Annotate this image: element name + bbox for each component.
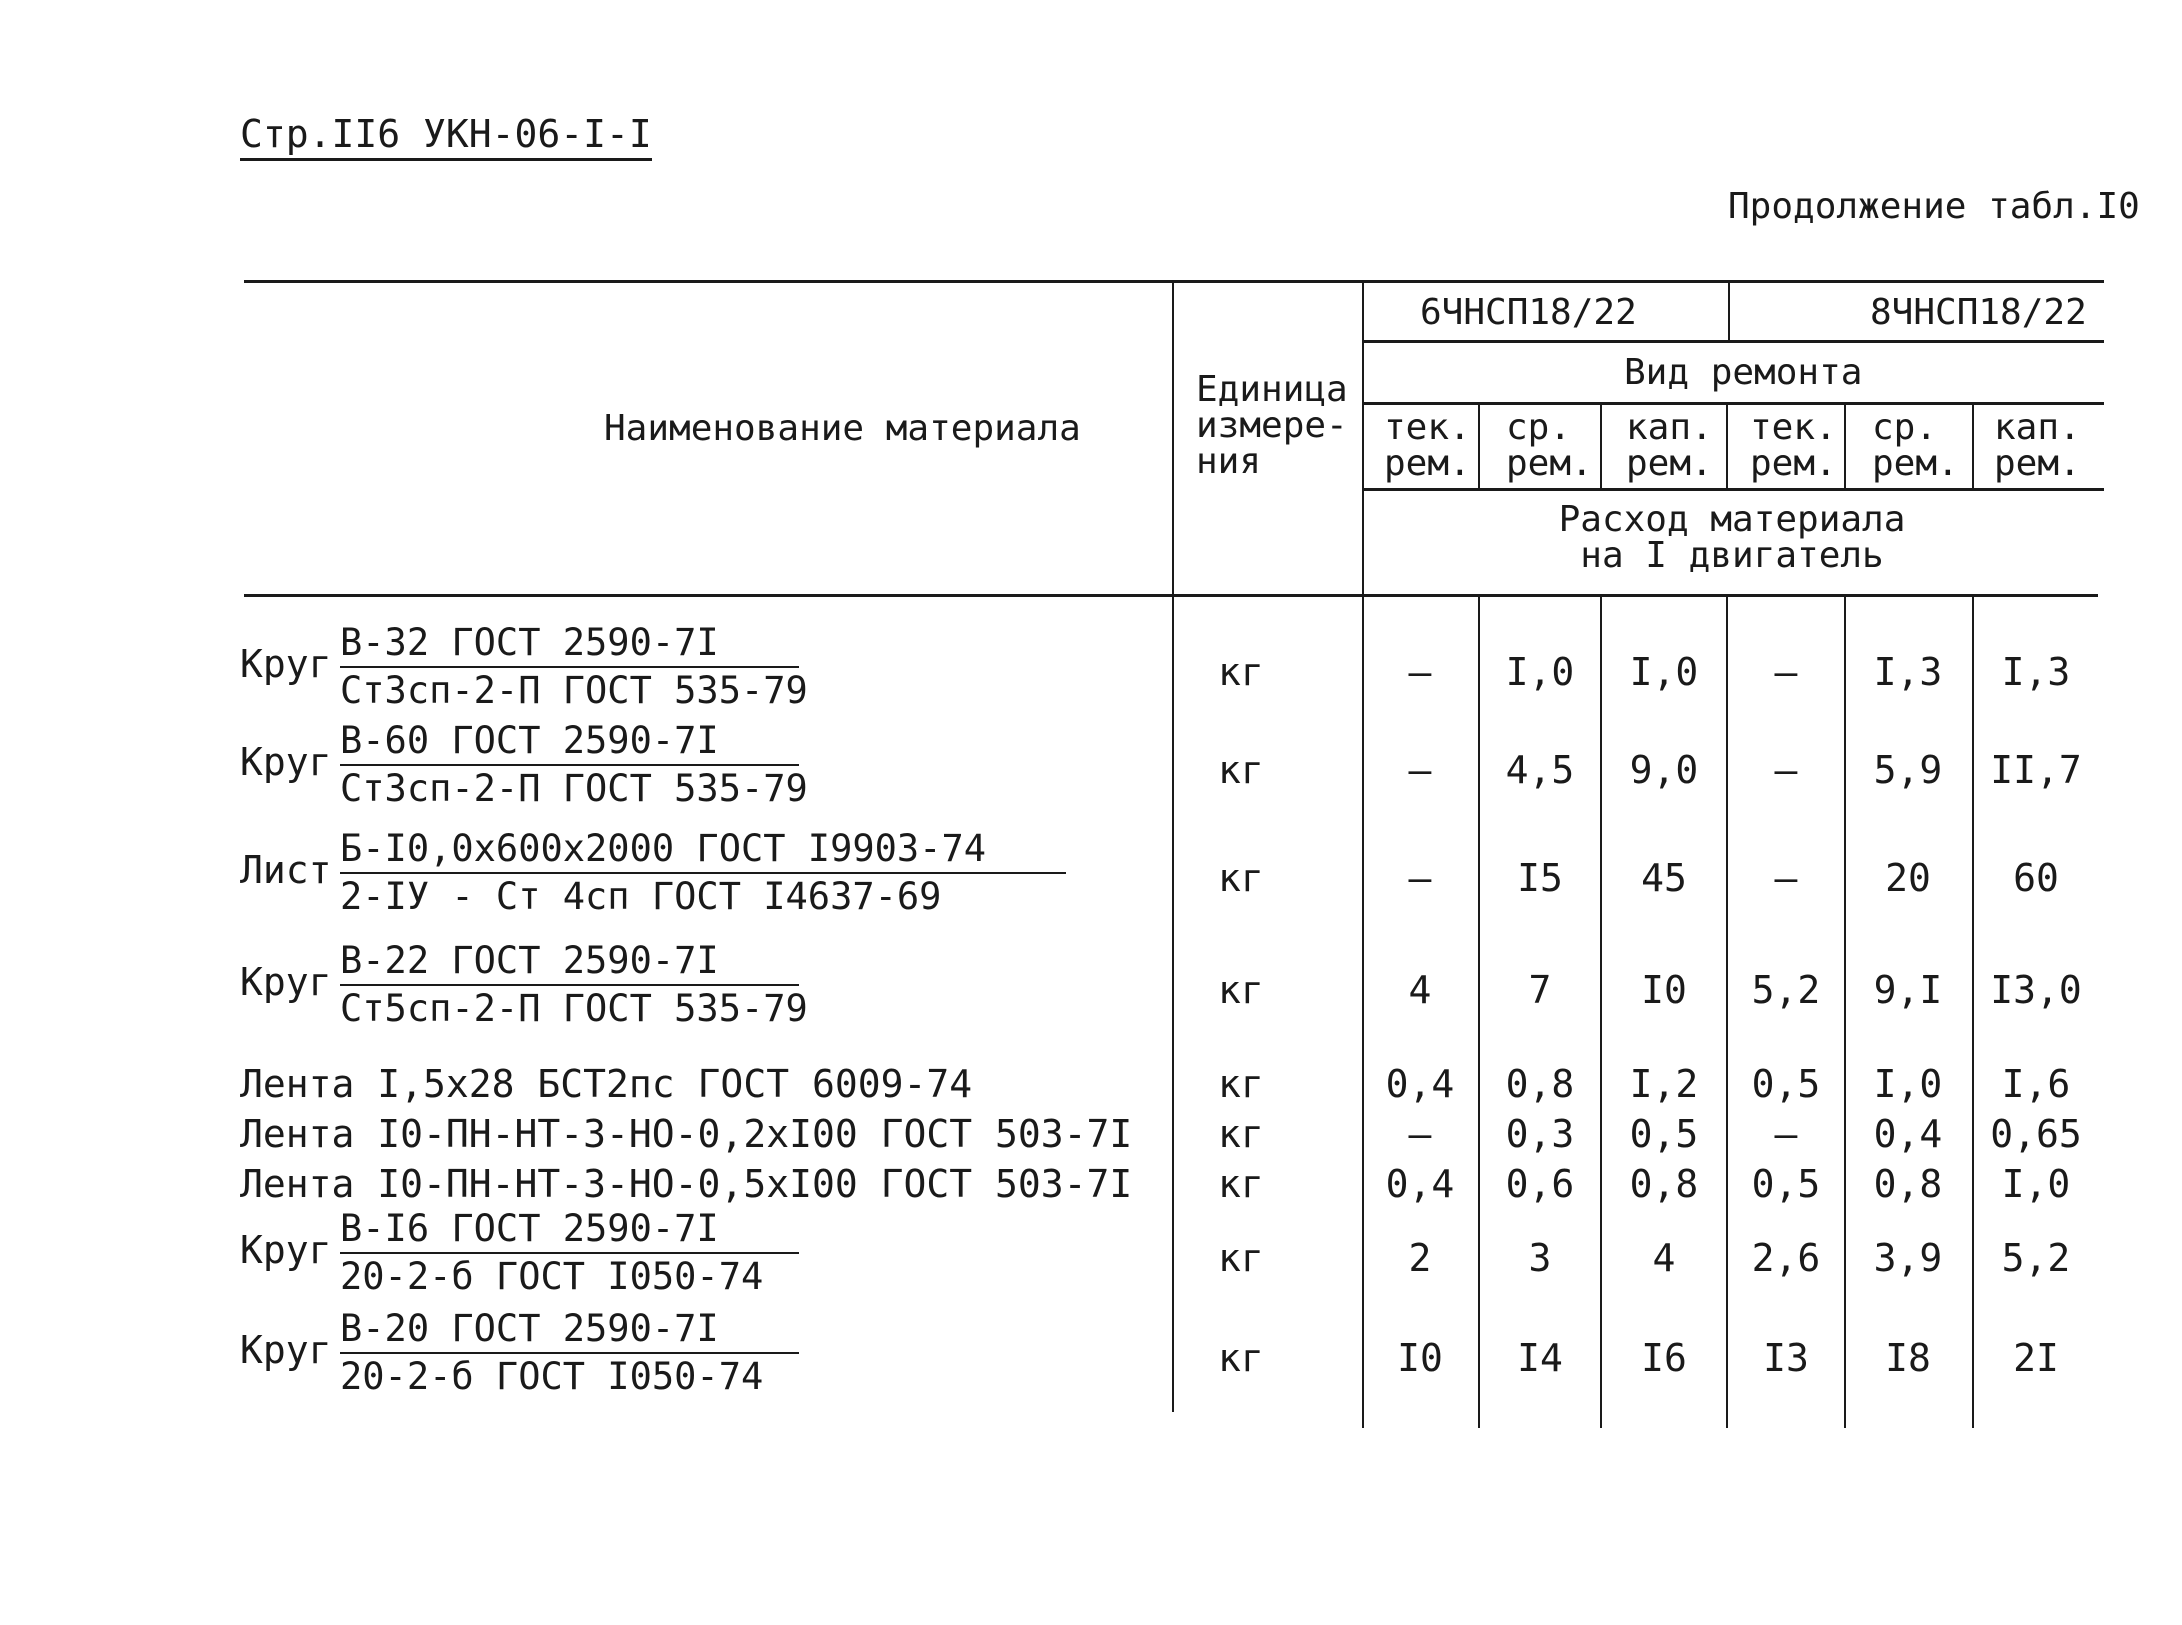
repair-col-header-line: рем. [1750, 443, 1837, 484]
material-name: Лента I0-ПН-НТ-3-НО-0,5хI00 ГОСТ 503-7I [240, 1162, 1133, 1206]
value-cell: 0,4 [1385, 1162, 1455, 1206]
value-cell: 0,5 [1751, 1062, 1821, 1106]
unit-cell: кг [1218, 968, 1264, 1012]
value-cell: – [1774, 1112, 1798, 1156]
material-spec-bottom: Ст5сп-2-П ГОСТ 535-79 [340, 987, 808, 1030]
value-cell: I5 [1517, 856, 1563, 900]
material-spec-bottom: 20-2-б ГОСТ I050-74 [340, 1355, 764, 1398]
header-bottom-rule [244, 594, 2098, 597]
material-spec-top: В-20 ГОСТ 2590-7I [340, 1306, 799, 1354]
material-name: Круг [240, 1228, 332, 1272]
value-cell: 0,5 [1751, 1162, 1821, 1206]
repair-col-header-line: тек. [1384, 407, 1471, 448]
value-cell: 0,3 [1505, 1112, 1575, 1156]
engine-group-8: 8ЧНСП18/22 [1870, 292, 2087, 333]
value-cell: I4 [1517, 1336, 1563, 1380]
repair-col-header-line: рем. [1506, 443, 1593, 484]
col-header-unit-line-1: Единица [1196, 369, 1348, 410]
material-spec-top: Б-I0,0х600х2000 ГОСТ I9903-74 [340, 826, 1066, 874]
col-header-unit-line-2: измере- [1196, 405, 1348, 446]
value-cell: II,7 [1990, 748, 2082, 792]
value-cell: – [1408, 650, 1432, 694]
material-spec-fraction [340, 620, 808, 714]
value-cell: I,0 [2001, 1162, 2071, 1206]
material-name: Круг [240, 642, 332, 686]
consumption-header-line-1: Расход материала [1558, 499, 1906, 540]
value-cell: 3 [1528, 1236, 1552, 1280]
material-name: Лист [240, 848, 332, 892]
value-cell: I,0 [1505, 650, 1575, 694]
repair-col-header-4 [1750, 407, 1837, 484]
engine-group-6: 6ЧНСП18/22 [1420, 292, 1637, 333]
unit-cell: кг [1218, 1112, 1264, 1156]
material-spec-bottom: 2-IУ - Ст 4сп ГОСТ I4637-69 [340, 875, 942, 918]
value-cell: I,0 [1873, 1062, 1943, 1106]
value-cell: 5,2 [1751, 968, 1821, 1012]
material-name: Круг [240, 960, 332, 1004]
consumption-header-line-2: на I двигатель [1580, 535, 1884, 576]
material-spec-fraction [340, 938, 808, 1032]
repair-col-header-line: ср. [1872, 407, 1938, 448]
value-cell: 45 [1641, 856, 1687, 900]
value-cell: 9,0 [1629, 748, 1699, 792]
value-cell: 20 [1885, 856, 1931, 900]
value-cell: I0 [1641, 968, 1687, 1012]
table-continuation-label: Продолжение табл.I0 [1728, 186, 2140, 227]
repair-columns-rule [1364, 488, 2104, 491]
value-cell: – [1774, 650, 1798, 694]
value-cell: 0,8 [1505, 1062, 1575, 1106]
value-cell: 4 [1408, 968, 1432, 1012]
value-cell: – [1408, 1112, 1432, 1156]
repair-type-rule [1364, 402, 2104, 405]
repair-type-header: Вид ремонта [1624, 352, 1863, 393]
engine-group-rule [1364, 340, 2104, 343]
value-cell: 4 [1652, 1236, 1676, 1280]
repair-col-header-2 [1506, 407, 1593, 484]
material-name: Лента I,5х28 БСТ2пс ГОСТ 6009-74 [240, 1062, 973, 1106]
value-col-divider-2 [1600, 596, 1602, 1428]
value-cell: I8 [1885, 1336, 1931, 1380]
col-header-unit [1196, 369, 1348, 482]
col-header-unit-line-3: ния [1196, 441, 1262, 482]
material-spec-bottom: 20-2-б ГОСТ I050-74 [340, 1255, 764, 1298]
engine-group-divider [1728, 282, 1730, 342]
value-cell: 0,4 [1873, 1112, 1943, 1156]
repair-col-divider-3 [1726, 404, 1728, 490]
name-unit-divider [1172, 282, 1174, 1412]
page-reference: Стр.II6 УКН-06-I-I [240, 112, 652, 161]
value-cell: – [1774, 748, 1798, 792]
unit-cell: кг [1218, 1236, 1264, 1280]
value-cell: 0,8 [1873, 1162, 1943, 1206]
value-cell: I3,0 [1990, 968, 2082, 1012]
repair-col-header-5 [1872, 407, 1959, 484]
material-spec-fraction [340, 1306, 799, 1400]
material-name: Круг [240, 740, 332, 784]
material-name: Лента I0-ПН-НТ-3-НО-0,2хI00 ГОСТ 503-7I [240, 1112, 1133, 1156]
repair-col-header-line: ср. [1506, 407, 1572, 448]
unit-cell: кг [1218, 1062, 1264, 1106]
material-spec-top: В-32 ГОСТ 2590-7I [340, 620, 799, 668]
value-cell: I,0 [1629, 650, 1699, 694]
col-header-name: Наименование материала [604, 408, 1081, 449]
unit-cell: кг [1218, 1336, 1264, 1380]
unit-cell: кг [1218, 1162, 1264, 1206]
value-cell: 0,65 [1990, 1112, 2082, 1156]
repair-col-divider-2 [1600, 404, 1602, 490]
repair-col-header-line: рем. [1626, 443, 1713, 484]
value-cell: – [1408, 856, 1432, 900]
repair-col-header-6 [1994, 407, 2081, 484]
value-cell: 0,4 [1385, 1062, 1455, 1106]
value-cell: 60 [2013, 856, 2059, 900]
value-col-divider-4 [1844, 596, 1846, 1428]
value-cell: 5,9 [1873, 748, 1943, 792]
value-cell: 0,6 [1505, 1162, 1575, 1206]
consumption-header [1362, 499, 2102, 576]
value-col-divider-3 [1726, 596, 1728, 1428]
value-cell: I,6 [2001, 1062, 2071, 1106]
value-cell: 7 [1528, 968, 1552, 1012]
material-name: Круг [240, 1328, 332, 1372]
value-cell: I3 [1763, 1336, 1809, 1380]
value-cell: – [1408, 748, 1432, 792]
material-spec-fraction [340, 826, 1066, 920]
repair-col-header-line: рем. [1384, 443, 1471, 484]
value-cell: I0 [1397, 1336, 1443, 1380]
repair-col-divider-1 [1478, 404, 1480, 490]
unit-cell: кг [1218, 650, 1264, 694]
value-cell: I,3 [2001, 650, 2071, 694]
value-cell: 4,5 [1505, 748, 1575, 792]
material-spec-top: В-60 ГОСТ 2590-7I [340, 718, 799, 766]
value-col-divider-5 [1972, 596, 1974, 1428]
value-cell: 2 [1408, 1236, 1432, 1280]
unit-cell: кг [1218, 856, 1264, 900]
value-col-divider-1 [1478, 596, 1480, 1428]
value-cell: 2I [2013, 1336, 2059, 1380]
value-cell: – [1774, 856, 1798, 900]
repair-col-header-3 [1626, 407, 1713, 484]
value-cell: 2,6 [1751, 1236, 1821, 1280]
unit-cell: кг [1218, 748, 1264, 792]
repair-col-header-line: кап. [1994, 407, 2081, 448]
material-spec-bottom: Ст3сп-2-П ГОСТ 535-79 [340, 669, 808, 712]
repair-col-header-line: рем. [1872, 443, 1959, 484]
material-spec-bottom: Ст3сп-2-П ГОСТ 535-79 [340, 767, 808, 810]
repair-col-header-line: рем. [1994, 443, 2081, 484]
value-cell: 3,9 [1873, 1236, 1943, 1280]
repair-col-divider-5 [1972, 404, 1974, 490]
repair-col-header-1 [1384, 407, 1471, 484]
value-cell: 0,5 [1629, 1112, 1699, 1156]
repair-col-header-line: тек. [1750, 407, 1837, 448]
table-top-rule [244, 280, 2104, 283]
material-spec-top: В-22 ГОСТ 2590-7I [340, 938, 799, 986]
material-spec-fraction [340, 718, 808, 812]
repair-col-divider-4 [1844, 404, 1846, 490]
value-cell: 5,2 [2001, 1236, 2071, 1280]
value-cell: 9,I [1873, 968, 1943, 1012]
value-cell: I6 [1641, 1336, 1687, 1380]
value-cell: I,3 [1873, 650, 1943, 694]
material-spec-top: В-I6 ГОСТ 2590-7I [340, 1206, 799, 1254]
value-cell: I,2 [1629, 1062, 1699, 1106]
value-cell: 0,8 [1629, 1162, 1699, 1206]
repair-col-header-line: кап. [1626, 407, 1713, 448]
material-spec-fraction [340, 1206, 799, 1300]
